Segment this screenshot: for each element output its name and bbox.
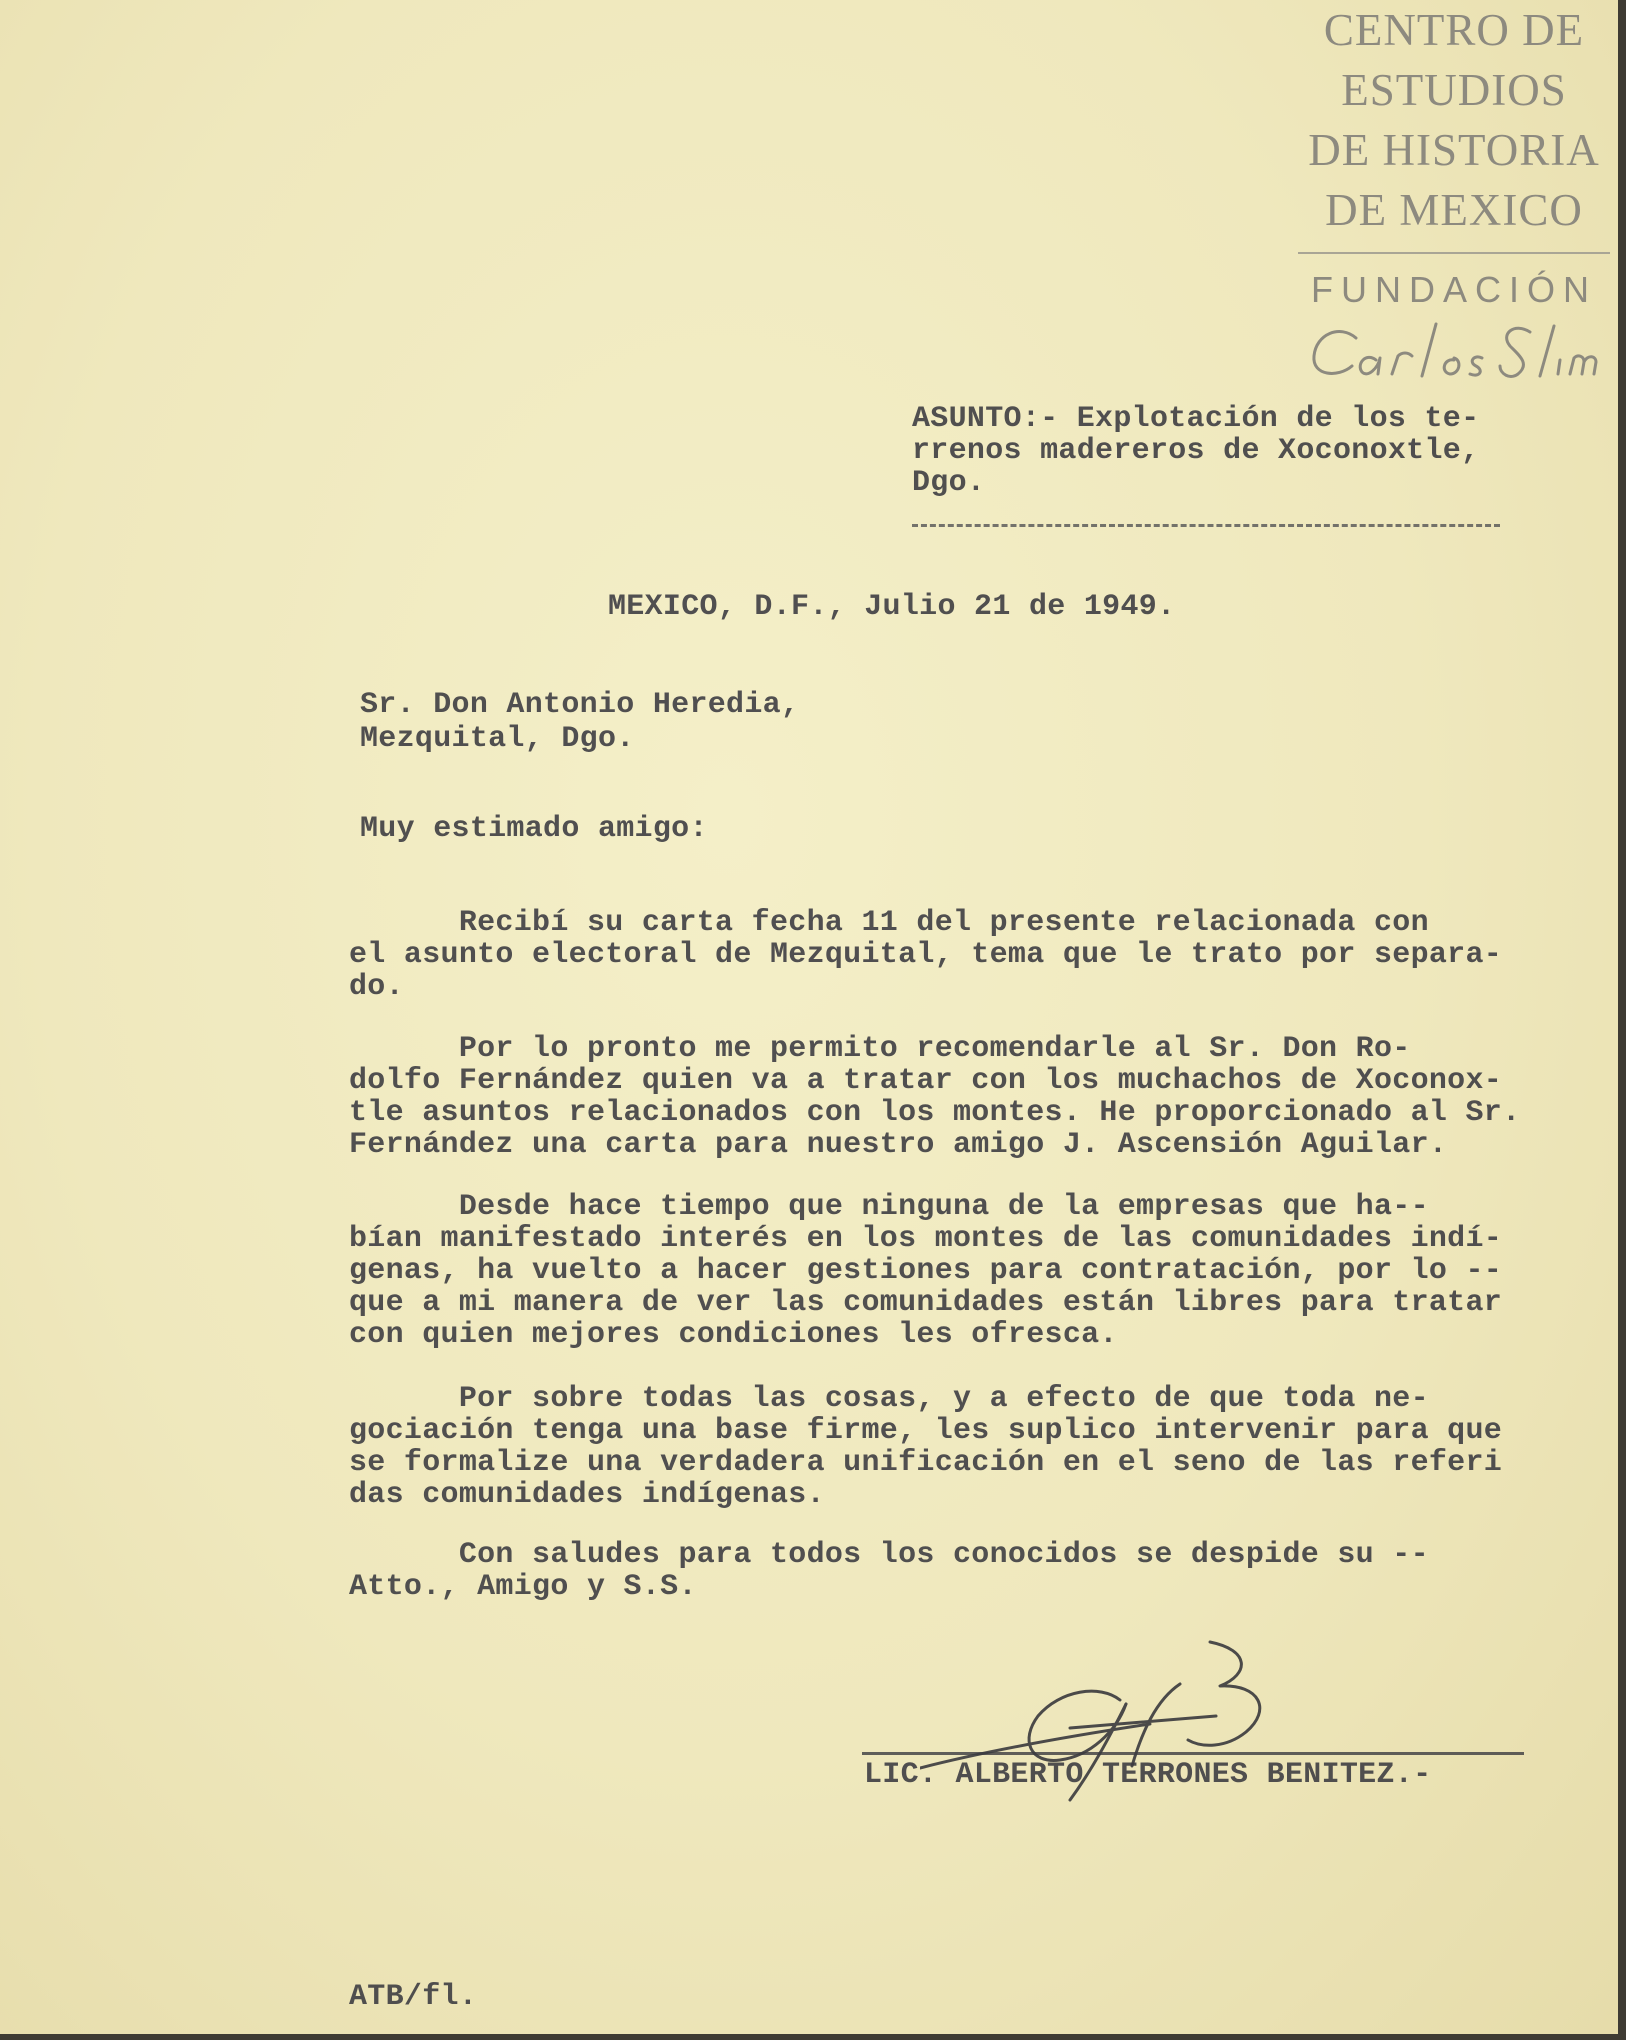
watermark-line: DE HISTORIA: [1308, 125, 1600, 175]
body-line: Con saludes para todos los conocidos se despide su --: [349, 1538, 1429, 1572]
body-line: bían manifestado interés en los montes de las comunidades indí-: [349, 1222, 1503, 1256]
signer-name: LIC. ALBERTO TERRONES BENITEZ.-: [864, 1758, 1432, 1792]
watermark-line: ESTUDIOS: [1341, 65, 1567, 115]
subject-line: rrenos madereros de Xoconoxtle,: [912, 434, 1480, 468]
watermark-line: CENTRO DE: [1323, 5, 1585, 55]
body-line: das comunidades indígenas.: [349, 1478, 825, 1512]
recipient-location: Mezquital, Dgo.: [360, 722, 635, 756]
recipient-name: Sr. Don Antonio Heredia,: [360, 688, 800, 722]
archive-watermark: [1298, 0, 1610, 388]
body-line: con quien mejores condiciones les ofresca.: [349, 1318, 1118, 1352]
scan-edge: [0, 2034, 1626, 2040]
body-line: Recibí su carta fecha 11 del presente relacionada con: [349, 906, 1429, 940]
body-line: el asunto electoral de Mezquital, tema que le trato por separa-: [349, 938, 1503, 972]
scan-edge: [1618, 0, 1626, 2040]
reference-initials: ATB/fl.: [349, 1980, 478, 2014]
body-line: Desde hace tiempo que ninguna de la empresas que ha--: [349, 1190, 1429, 1224]
body-line: Atto., Amigo y S.S.: [349, 1570, 697, 1604]
body-line: genas, ha vuelto a hacer gestiones para contratación, por lo --: [349, 1254, 1503, 1288]
body-line: do.: [349, 970, 404, 1004]
body-line: dolfo Fernández quien va a tratar con los muchachos de Xoconox-: [349, 1064, 1503, 1098]
subject-line: Dgo.: [912, 466, 986, 500]
watermark-line: DE MEXICO: [1325, 185, 1583, 235]
subject-line: ASUNTO:- Explotación de los te-: [912, 402, 1480, 436]
body-line: Fernández una carta para nuestro amigo J. Ascensión Aguilar.: [349, 1128, 1448, 1162]
body-line: tle asuntos relacionados con los montes. He proporcionado al Sr.: [349, 1096, 1521, 1130]
letter-date: MEXICO, D.F., Julio 21 de 1949.: [608, 590, 1176, 624]
body-line: Por lo pronto me permito recomendarle al Sr. Don Ro-: [349, 1032, 1411, 1066]
body-line: se formalize una verdadera unificación en el seno de las referi: [349, 1446, 1503, 1480]
salutation: Muy estimado amigo:: [360, 812, 708, 846]
carlos-slim-signature-logo: [1304, 316, 1604, 388]
subject-underline: [912, 524, 1500, 527]
signature-rule: [862, 1752, 1524, 1755]
body-line: Por sobre todas las cosas, y a efecto de que toda ne-: [349, 1382, 1429, 1416]
body-line: gociación tenga una base firme, les suplico intervenir para que: [349, 1414, 1503, 1448]
watermark-divider: [1298, 252, 1610, 254]
body-line: que a mi manera de ver las comunidades están libres para tratar: [349, 1286, 1503, 1320]
watermark-foundation: FUNDACIÓN: [1311, 269, 1597, 310]
